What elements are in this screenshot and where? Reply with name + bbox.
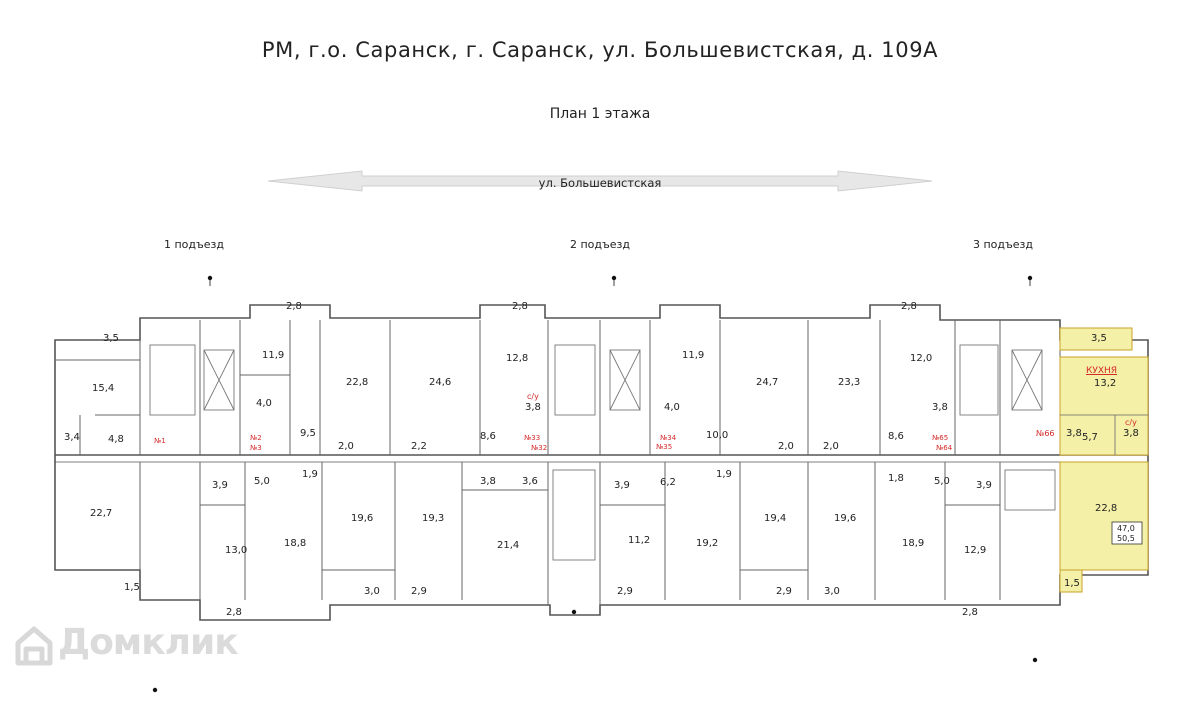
room-area: 11,9 [682, 350, 705, 361]
room-area: 19,4 [764, 513, 787, 524]
room-area: 2,8 [286, 301, 302, 312]
room-area: 2,9 [617, 586, 633, 597]
sanitary-label: с/у [527, 392, 539, 401]
room-area: 6,2 [660, 477, 676, 488]
room-area: 2,0 [338, 441, 354, 452]
room-area: 13,2 [1094, 378, 1117, 389]
room-area: 1,9 [302, 469, 318, 480]
room-area: 2,0 [823, 441, 839, 452]
stairwells [150, 345, 1055, 560]
room-area: 10,0 [706, 430, 729, 441]
apartment-number: №33 [524, 434, 541, 442]
watermark: Домклик [58, 622, 238, 663]
entrance-label-2: 2 подъезд [569, 238, 631, 251]
apartment-number: №66 [1036, 429, 1055, 438]
room-area: 2,8 [901, 301, 917, 312]
room-area: 19,6 [834, 513, 857, 524]
room-area: 19,6 [351, 513, 374, 524]
room-area: 5,0 [254, 476, 270, 487]
room-area: 3,0 [364, 586, 380, 597]
room-area: 22,8 [346, 377, 369, 388]
entrance-label-1: 1 подъезд [163, 238, 225, 251]
room-area: 2,8 [962, 607, 978, 618]
room-area: 1,9 [716, 469, 732, 480]
room-area: 15,4 [92, 383, 115, 394]
room-area: 3,8 [1123, 428, 1139, 439]
room-area: 1,5 [1064, 578, 1080, 589]
sanitary-label: с/у [1125, 418, 1137, 427]
kitchen-label: КУХНЯ [1086, 366, 1118, 376]
room-area: 1,8 [888, 473, 904, 484]
room-area: 5,7 [1082, 432, 1098, 443]
room-area: 24,7 [756, 377, 779, 388]
room-area: 21,4 [497, 540, 520, 551]
house-icon [14, 625, 54, 667]
room-area: 22,7 [90, 508, 113, 519]
room-area: 11,9 [262, 350, 285, 361]
room-area: 3,0 [824, 586, 840, 597]
room-area: 3,8 [932, 402, 948, 413]
building-outline [55, 305, 1148, 620]
room-area: 11,2 [628, 535, 651, 546]
room-area: 18,8 [284, 538, 307, 549]
room-area: 3,4 [64, 432, 80, 443]
room-area: 2,8 [512, 301, 528, 312]
room-area: 22,8 [1095, 503, 1118, 514]
entrance-label-3: 3 подъезд [972, 238, 1034, 251]
room-area: 1,5 [124, 582, 140, 593]
room-area: 3,8 [480, 476, 496, 487]
room-area: 3,5 [1091, 333, 1107, 344]
apartment-number: №32 [531, 444, 548, 452]
apartment-number: №64 [936, 444, 953, 452]
room-area: 4,0 [256, 398, 272, 409]
room-area: 2,8 [226, 607, 242, 618]
apartment-number: №35 [656, 443, 673, 451]
room-area: 3,8 [525, 402, 541, 413]
room-area: 23,3 [838, 377, 861, 388]
room-area: 19,2 [696, 538, 719, 549]
room-area: 2,2 [411, 441, 427, 452]
room-area: 3,5 [103, 333, 119, 344]
plan-subtitle: План 1 этажа [549, 106, 651, 122]
room-area: 2,9 [411, 586, 427, 597]
street-label: ул. Большевистская [538, 176, 662, 190]
apartment-number: №34 [660, 434, 677, 442]
room-area: 12,9 [964, 545, 987, 556]
plan-title: РМ, г.о. Саранск, г. Саранск, ул. Большевистская, д. 109А [261, 38, 939, 62]
room-area: 2,9 [776, 586, 792, 597]
apartment-number: №3 [250, 444, 262, 452]
apartment-number: №2 [250, 434, 262, 442]
room-area: 2,0 [778, 441, 794, 452]
room-area: 9,5 [300, 428, 316, 439]
room-area: 8,6 [888, 431, 904, 442]
room-area: 3,9 [976, 480, 992, 491]
room-area: 24,6 [429, 377, 452, 388]
room-area: 3,9 [212, 480, 228, 491]
room-area: 5,0 [934, 476, 950, 487]
apartment-number: №1 [154, 437, 166, 445]
room-area: 3,8 [1066, 428, 1082, 439]
room-area: 12,8 [506, 353, 529, 364]
room-area: 19,3 [422, 513, 445, 524]
room-area: 4,0 [664, 402, 680, 413]
apartment-area-total: 50,5 [1117, 534, 1135, 543]
room-area: 3,9 [614, 480, 630, 491]
apartment-area-living: 47,0 [1117, 524, 1135, 533]
room-area: 18,9 [902, 538, 925, 549]
room-area: 8,6 [480, 431, 496, 442]
room-area: 12,0 [910, 353, 933, 364]
apartment-number: №65 [932, 434, 949, 442]
room-area: 13,0 [225, 545, 248, 556]
room-area: 3,6 [522, 476, 538, 487]
room-area: 4,8 [108, 434, 124, 445]
